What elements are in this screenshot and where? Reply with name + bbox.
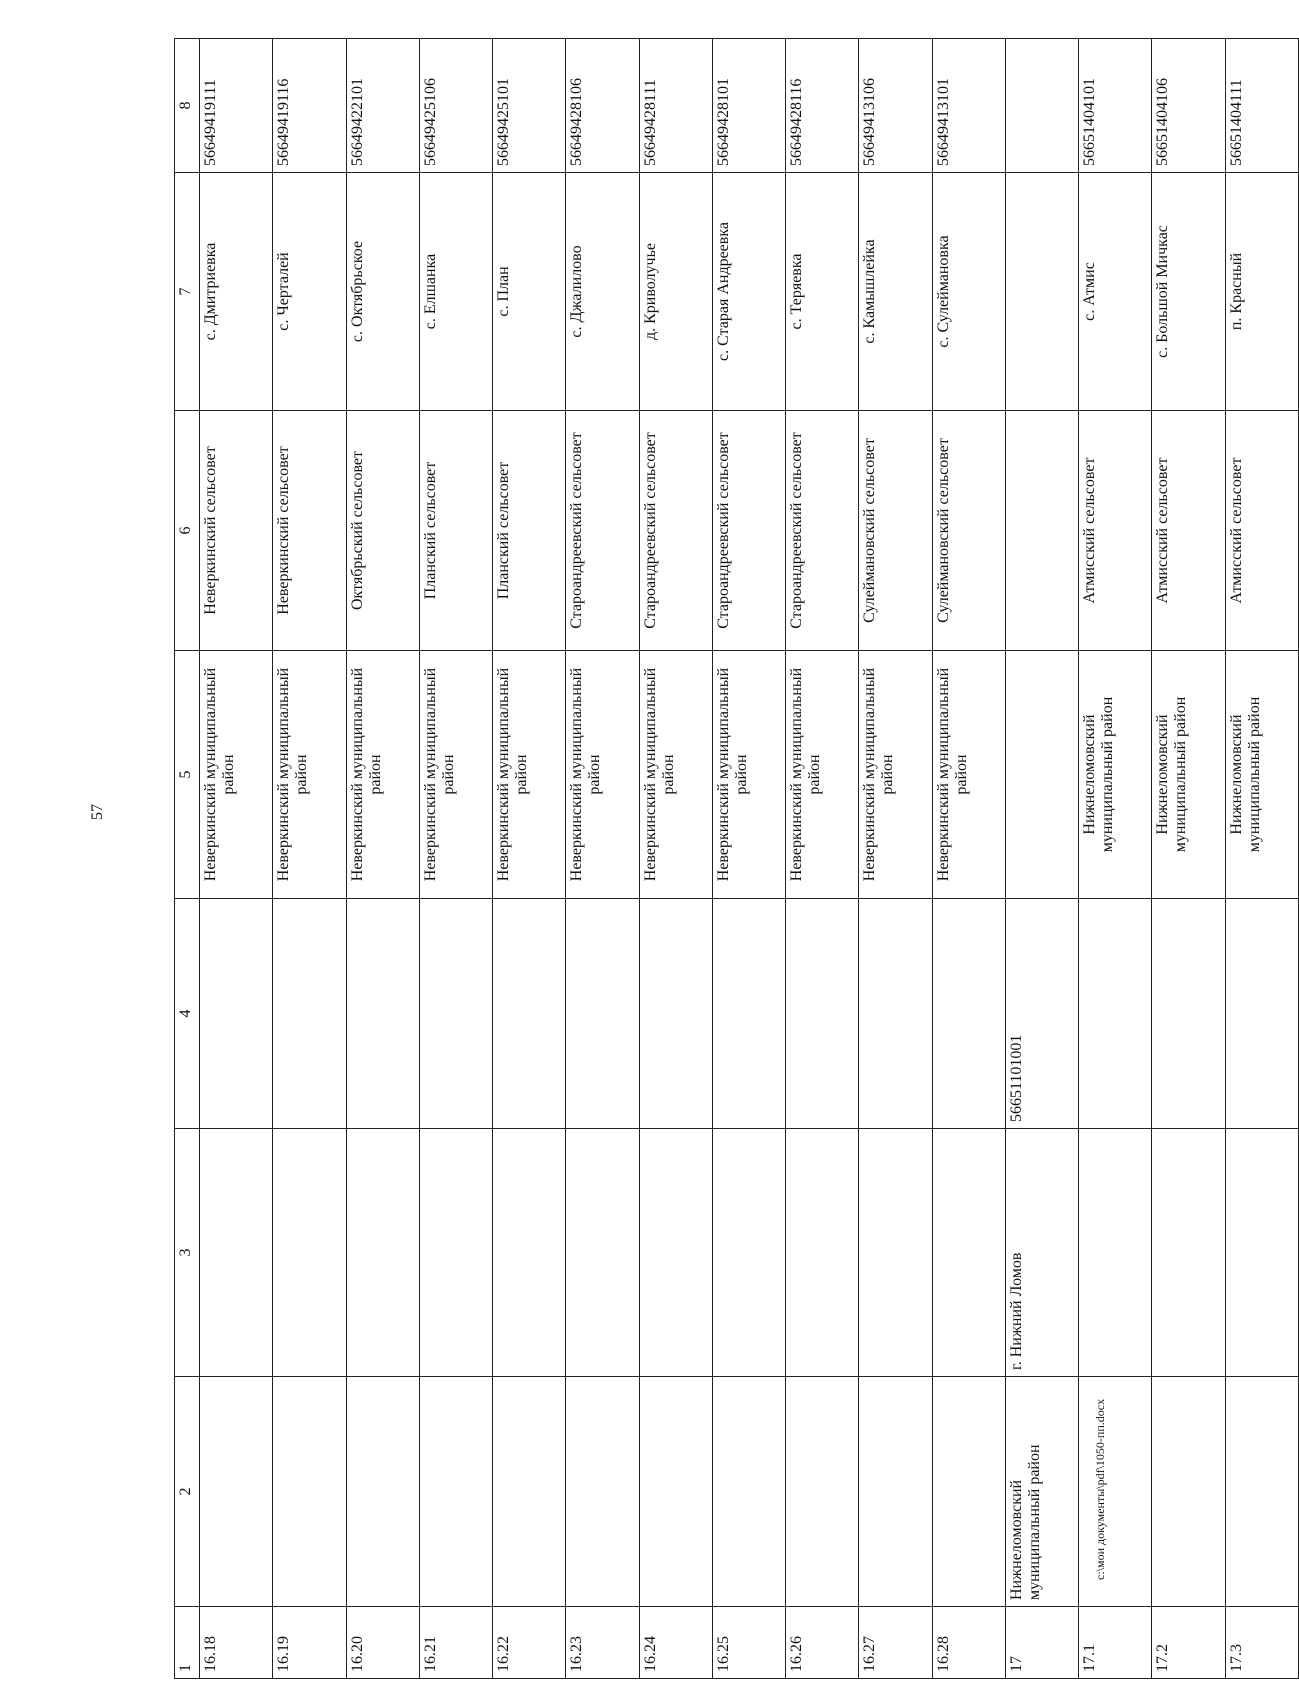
table-row bbox=[419, 39, 492, 1679]
cell-col-4 bbox=[932, 899, 1005, 1129]
cell-col-5: Неверкинский муниципальный район bbox=[493, 651, 566, 899]
cell-col-7: с. Октябрьское bbox=[346, 173, 419, 411]
cell-col-2: Нижнеломовский муниципальный район bbox=[1005, 1377, 1078, 1607]
cell-col-7: с. Большой Мичкас bbox=[1152, 173, 1225, 411]
header-cell-8: 8 bbox=[175, 39, 200, 173]
table-row bbox=[1225, 39, 1298, 1679]
cell-col-8: 56649428106 bbox=[566, 39, 639, 173]
cell-col-3 bbox=[200, 1129, 273, 1377]
cell-col-1: 16.19 bbox=[273, 1607, 346, 1679]
cell-col-4 bbox=[493, 899, 566, 1129]
cell-col-8 bbox=[1005, 39, 1078, 173]
cell-col-5: Неверкинский муниципальный район bbox=[273, 651, 346, 899]
header-cell-7: 7 bbox=[175, 173, 200, 411]
cell-col-7: с. Сулеймановка bbox=[932, 173, 1005, 411]
cell-col-3 bbox=[493, 1129, 566, 1377]
header-cell-6: 6 bbox=[175, 411, 200, 651]
cell-col-4 bbox=[639, 899, 712, 1129]
cell-col-8: 56649422101 bbox=[346, 39, 419, 173]
header-cell-4: 4 bbox=[175, 899, 200, 1129]
cell-col-2 bbox=[1152, 1377, 1225, 1607]
cell-col-6: Неверкинский сельсовет bbox=[273, 411, 346, 651]
cell-col-2 bbox=[1225, 1377, 1298, 1607]
cell-col-8: 56649419111 bbox=[200, 39, 273, 173]
cell-col-7: с. Старая Андреевка bbox=[712, 173, 785, 411]
table-row bbox=[566, 39, 639, 1679]
cell-col-1: 16.22 bbox=[493, 1607, 566, 1679]
cell-col-6: Атмисский сельсовет bbox=[1152, 411, 1225, 651]
table-row bbox=[273, 39, 346, 1679]
table-row bbox=[1152, 39, 1225, 1679]
cell-col-3 bbox=[786, 1129, 859, 1377]
cell-col-8: 56649419116 bbox=[273, 39, 346, 173]
cell-col-2 bbox=[712, 1377, 785, 1607]
cell-col-1: 16.21 bbox=[419, 1607, 492, 1679]
cell-col-1: 17.1 bbox=[1079, 1607, 1152, 1679]
cell-col-6: Атмисский сельсовет bbox=[1079, 411, 1152, 651]
cell-col-1: 16.23 bbox=[566, 1607, 639, 1679]
table-row bbox=[712, 39, 785, 1679]
cell-col-4 bbox=[712, 899, 785, 1129]
cell-col-1: 16.28 bbox=[932, 1607, 1005, 1679]
cell-col-6: Октябрьский сельсовет bbox=[346, 411, 419, 651]
header-row bbox=[175, 39, 200, 1679]
cell-col-7: с. Дмитриевка bbox=[200, 173, 273, 411]
cell-col-2 bbox=[419, 1377, 492, 1607]
cell-col-8: 56649425101 bbox=[493, 39, 566, 173]
cell-col-5: Неверкинский муниципальный район bbox=[639, 651, 712, 899]
cell-col-6: Планский сельсовет bbox=[493, 411, 566, 651]
table-row bbox=[493, 39, 566, 1679]
cell-col-3 bbox=[1152, 1129, 1225, 1377]
cell-col-1: 16.27 bbox=[859, 1607, 932, 1679]
cell-col-1: 16.24 bbox=[639, 1607, 712, 1679]
cell-col-2 bbox=[200, 1377, 273, 1607]
cell-col-6: Атмисский сельсовет bbox=[1225, 411, 1298, 651]
cell-col-4: 56651101001 bbox=[1005, 899, 1078, 1129]
cell-col-4 bbox=[1079, 899, 1152, 1129]
table-row bbox=[346, 39, 419, 1679]
footer-file-path: c:\мои документы\pdf\1050-пп.docx bbox=[1093, 1398, 1107, 1580]
cell-col-5: Неверкинский муниципальный район bbox=[200, 651, 273, 899]
cell-col-5: Неверкинский муниципальный район bbox=[419, 651, 492, 899]
cell-col-4 bbox=[859, 899, 932, 1129]
cell-col-1: 17 bbox=[1005, 1607, 1078, 1679]
cell-col-8: 56651404111 bbox=[1225, 39, 1298, 173]
cell-col-2 bbox=[273, 1377, 346, 1607]
table-row bbox=[786, 39, 859, 1679]
cell-col-4 bbox=[786, 899, 859, 1129]
cell-col-3 bbox=[932, 1129, 1005, 1377]
cell-col-7: с. Черталей bbox=[273, 173, 346, 411]
cell-col-5: Неверкинский муниципальный район bbox=[712, 651, 785, 899]
header-cell-2: 2 bbox=[175, 1377, 200, 1607]
cell-col-3 bbox=[346, 1129, 419, 1377]
table-row bbox=[200, 39, 273, 1679]
cell-col-3 bbox=[639, 1129, 712, 1377]
header-cell-3: 3 bbox=[175, 1129, 200, 1377]
cell-col-8: 56649428116 bbox=[786, 39, 859, 173]
cell-col-7: с. План bbox=[493, 173, 566, 411]
cell-col-3 bbox=[859, 1129, 932, 1377]
cell-col-3 bbox=[419, 1129, 492, 1377]
cell-col-4 bbox=[1225, 899, 1298, 1129]
cell-col-4 bbox=[1152, 899, 1225, 1129]
header-cell-1: 1 bbox=[175, 1607, 200, 1679]
cell-col-2 bbox=[859, 1377, 932, 1607]
header-cell-5: 5 bbox=[175, 651, 200, 899]
cell-col-1: 17.2 bbox=[1152, 1607, 1225, 1679]
table-body bbox=[200, 39, 1299, 1679]
cell-col-3 bbox=[566, 1129, 639, 1377]
cell-col-3 bbox=[273, 1129, 346, 1377]
cell-col-8: 56649413101 bbox=[932, 39, 1005, 173]
cell-col-7: с. Джалилово bbox=[566, 173, 639, 411]
table-row bbox=[1005, 39, 1078, 1679]
table-row bbox=[639, 39, 712, 1679]
cell-col-7: д. Криволучье bbox=[639, 173, 712, 411]
cell-col-5 bbox=[1005, 651, 1078, 899]
cell-col-6: Староандреевский сельсовет bbox=[639, 411, 712, 651]
table-container bbox=[174, 39, 1299, 1679]
cell-col-5: Неверкинский муниципальный район bbox=[786, 651, 859, 899]
cell-col-8: 56651404101 bbox=[1079, 39, 1152, 173]
cell-col-4 bbox=[273, 899, 346, 1129]
cell-col-6: Неверкинский сельсовет bbox=[200, 411, 273, 651]
cell-col-6: Староандреевский сельсовет bbox=[786, 411, 859, 651]
cell-col-4 bbox=[566, 899, 639, 1129]
cell-col-4 bbox=[200, 899, 273, 1129]
cell-col-5: Неверкинский муниципальный район bbox=[932, 651, 1005, 899]
cell-col-2 bbox=[639, 1377, 712, 1607]
cell-col-2 bbox=[346, 1377, 419, 1607]
cell-col-6: Староандреевский сельсовет bbox=[566, 411, 639, 651]
cell-col-7: с. Камышлейка bbox=[859, 173, 932, 411]
table-row bbox=[859, 39, 932, 1679]
cell-col-5: Неверкинский муниципальный район bbox=[566, 651, 639, 899]
cell-col-8: 56649428111 bbox=[639, 39, 712, 173]
cell-col-1: 16.20 bbox=[346, 1607, 419, 1679]
cell-col-5: Неверкинский муниципальный район bbox=[346, 651, 419, 899]
cell-col-6: Планский сельсовет bbox=[419, 411, 492, 651]
cell-col-2 bbox=[566, 1377, 639, 1607]
cell-col-3: г. Нижний Ломов bbox=[1005, 1129, 1078, 1377]
cell-col-7: п. Красный bbox=[1225, 173, 1298, 411]
cell-col-1: 17.3 bbox=[1225, 1607, 1298, 1679]
cell-col-5: Нижнеломовский муниципальный район bbox=[1079, 651, 1152, 899]
settlements-table bbox=[174, 38, 1299, 1679]
cell-col-1: 16.25 bbox=[712, 1607, 785, 1679]
cell-col-5: Неверкинский муниципальный район bbox=[859, 651, 932, 899]
cell-col-8: 56649413106 bbox=[859, 39, 932, 173]
cell-col-8: 56649428101 bbox=[712, 39, 785, 173]
cell-col-7: с. Теряевка bbox=[786, 173, 859, 411]
page-number: 57 bbox=[89, 804, 106, 820]
cell-col-4 bbox=[346, 899, 419, 1129]
cell-col-8: 56649425106 bbox=[419, 39, 492, 173]
cell-col-7 bbox=[1005, 173, 1078, 411]
cell-col-1: 16.18 bbox=[200, 1607, 273, 1679]
cell-col-3 bbox=[1225, 1129, 1298, 1377]
cell-col-6: Староандреевский сельсовет bbox=[712, 411, 785, 651]
table-row bbox=[932, 39, 1005, 1679]
cell-col-6 bbox=[1005, 411, 1078, 651]
cell-col-3 bbox=[712, 1129, 785, 1377]
cell-col-4 bbox=[419, 899, 492, 1129]
cell-col-5: Нижнеломовский муниципальный район bbox=[1225, 651, 1298, 899]
cell-col-2 bbox=[932, 1377, 1005, 1607]
cell-col-7: с. Елшанка bbox=[419, 173, 492, 411]
cell-col-8: 56651404106 bbox=[1152, 39, 1225, 173]
cell-col-3 bbox=[1079, 1129, 1152, 1377]
cell-col-7: с. Атмис bbox=[1079, 173, 1152, 411]
cell-col-1: 16.26 bbox=[786, 1607, 859, 1679]
cell-col-6: Сулеймановский сельсовет bbox=[932, 411, 1005, 651]
cell-col-2 bbox=[493, 1377, 566, 1607]
cell-col-5: Нижнеломовский муниципальный район bbox=[1152, 651, 1225, 899]
cell-col-6: Сулеймановский сельсовет bbox=[859, 411, 932, 651]
cell-col-2 bbox=[786, 1377, 859, 1607]
